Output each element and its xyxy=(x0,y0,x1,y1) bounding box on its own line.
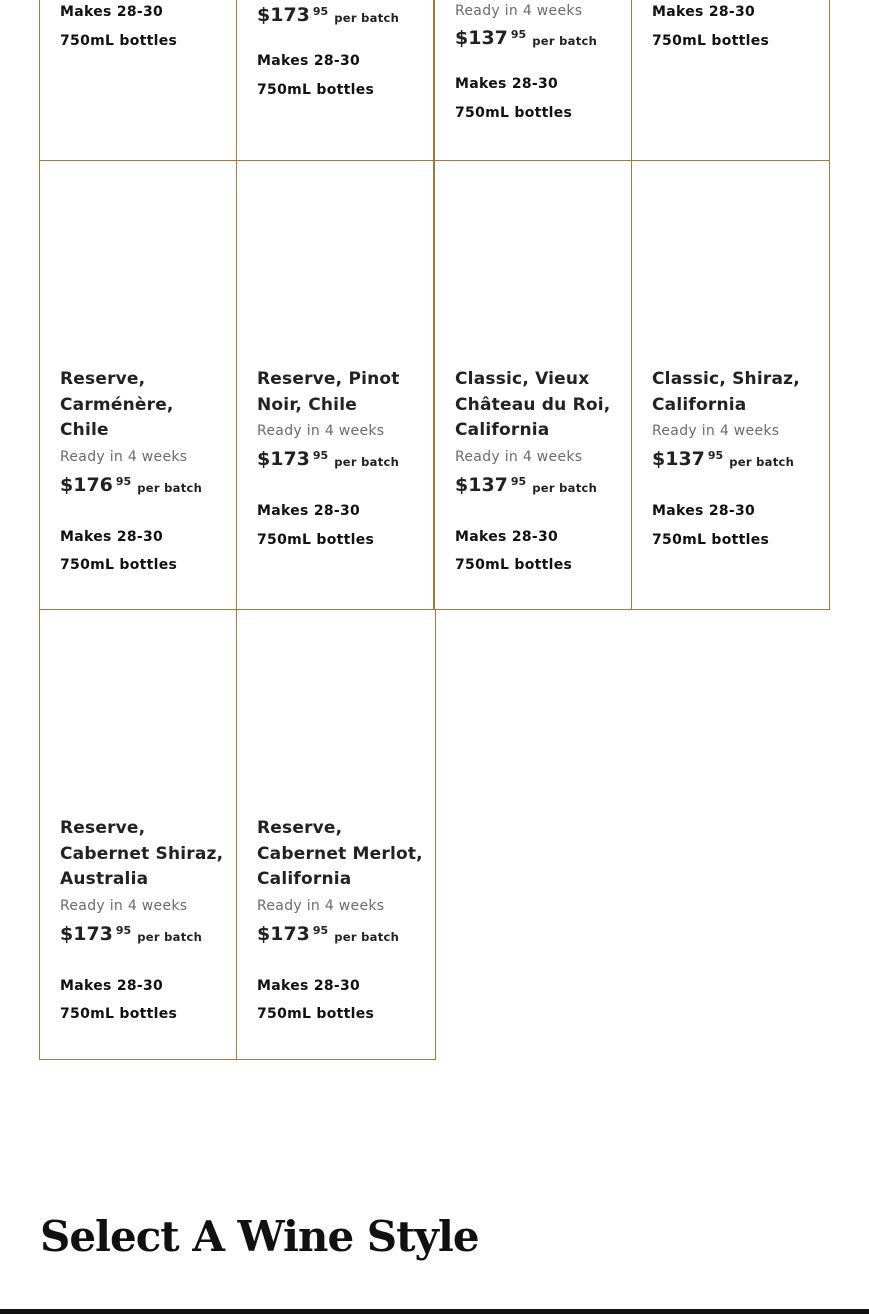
product-title[interactable]: Reserve, Carménère, Chile xyxy=(60,369,174,440)
product-title[interactable]: Classic, Shiraz, California xyxy=(652,369,800,415)
bottle-yield: Makes 28-30 750mL bottles xyxy=(652,503,770,548)
price: $137 95 per batch xyxy=(455,473,598,496)
ready-time: Ready in 4 weeks xyxy=(60,897,188,914)
ready-time: Ready in 4 weeks xyxy=(455,3,583,19)
product-card[interactable] xyxy=(39,609,237,1060)
price: $176 95 per batch xyxy=(60,473,203,496)
bottle-yield: Makes 28-30 750mL bottles xyxy=(257,53,375,98)
section-title: Select A Wine Style xyxy=(40,1212,479,1261)
product-card[interactable] xyxy=(236,609,436,1060)
price: $173 95 per batch xyxy=(257,922,400,945)
product-card[interactable] xyxy=(236,0,434,161)
product-card[interactable] xyxy=(434,160,632,610)
bottle-yield: Makes 28-30 750mL bottles xyxy=(60,977,178,1022)
product-card[interactable] xyxy=(236,160,434,610)
product-card[interactable] xyxy=(39,0,237,161)
product-card[interactable] xyxy=(434,0,632,161)
price: $173 95 per batch xyxy=(257,448,400,470)
bottle-yield: Makes 28-30 750mL bottles xyxy=(455,76,573,121)
bottle-yield: Makes 28-30 750mL bottles xyxy=(257,503,375,548)
product-title[interactable]: Reserve, Pinot Noir, Chile xyxy=(257,369,400,415)
price: $137 95 per batch xyxy=(652,448,795,470)
product-card[interactable] xyxy=(631,160,830,610)
product-card[interactable] xyxy=(39,160,237,610)
ready-time: Ready in 4 weeks xyxy=(257,423,385,439)
product-card[interactable] xyxy=(631,0,830,161)
footer-bar xyxy=(0,1309,869,1314)
ready-time: Ready in 4 weeks xyxy=(257,897,385,914)
ready-time: Ready in 4 weeks xyxy=(455,448,583,465)
bottle-yield: Makes 28-30 750mL bottles xyxy=(652,4,770,49)
bottle-yield: Makes 28-30 750mL bottles xyxy=(455,528,573,573)
price: $137 95 per batch xyxy=(455,27,598,49)
product-title[interactable]: Reserve, Cabernet Shiraz, Australia xyxy=(60,818,224,889)
product-title[interactable]: Reserve, Cabernet Merlot, California xyxy=(257,818,423,889)
bottle-yield: Makes 28-30 750mL bottles xyxy=(60,4,178,49)
price: $173 95 per batch xyxy=(60,922,203,945)
price: $173 95 per batch xyxy=(257,4,400,26)
product-title[interactable]: Classic, Vieux Château du Roi, California xyxy=(455,369,611,440)
ready-time: Ready in 4 weeks xyxy=(60,448,188,465)
ready-time: Ready in 4 weeks xyxy=(652,423,780,439)
bottle-yield: Makes 28-30 750mL bottles xyxy=(257,977,375,1022)
bottle-yield: Makes 28-30 750mL bottles xyxy=(60,528,178,573)
